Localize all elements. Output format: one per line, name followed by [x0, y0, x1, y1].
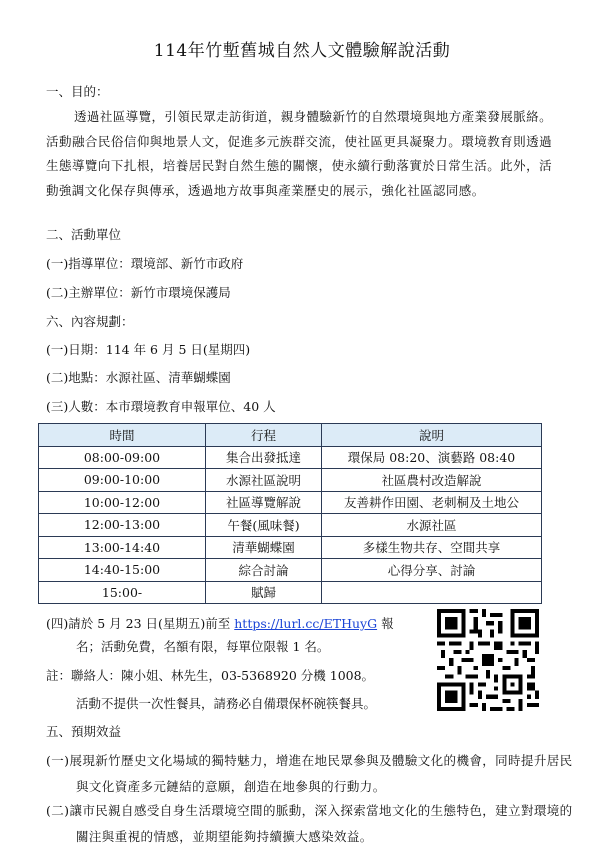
plan-people: (三)人數：本市環境教育申報單位、40 人 — [46, 399, 276, 414]
signup-line — [46, 614, 394, 632]
purpose-paragraph: 透過社區導覽，引領民眾走訪街道，親身體驗新竹的自然環境與地方產業發展脈絡。活動融合民俗信仰與地景人文，促進多元族群交流，使社區更具凝聚力。環境教育則透過生態導覽向下扎根，培養居民對自然生態的關懷，使永續行動落實於日常生活。此外，活動強調文化保存與傳承，透過地方故事與產業歷史的展示，強化社區認同感。 — [46, 109, 552, 198]
cell-description — [322, 581, 542, 604]
cell-time: 10:00-12:00 — [39, 491, 206, 514]
header-description: 說明 — [322, 424, 542, 447]
cell-description: 多樣生物共存、空間共享 — [322, 536, 542, 559]
table-row — [39, 536, 542, 559]
cell-description: 水源社區 — [322, 514, 542, 537]
signup-line-2: 名；活動免費，名額有限，每單位限報 1 名。 — [76, 639, 330, 654]
cell-itinerary: 水源社區說明 — [206, 469, 322, 492]
table-row — [39, 559, 542, 582]
table-row — [39, 446, 542, 469]
schedule-header-row — [39, 424, 542, 447]
tableware-note: 活動不提供一次性餐具，請務必自備環保杯碗筷餐具。 — [76, 696, 377, 711]
benefit-item-2: (二)讓市民親自感受自身生活環境空間的脈動，深入探索當地文化的生態特色，建立對環境的關注與重視的情感，並期望能夠持續擴大感染效益。 — [46, 803, 573, 844]
cell-itinerary: 社區導覽解說 — [206, 491, 322, 514]
cell-itinerary: 清華蝴蝶園 — [206, 536, 322, 559]
cell-itinerary: 集合出發抵達 — [206, 446, 322, 469]
signup-suffix: 報 — [381, 616, 394, 631]
cell-time: 12:00-13:00 — [39, 514, 206, 537]
cell-description: 環保局 08:20、演藝路 08:40 — [322, 446, 542, 469]
table-row — [39, 514, 542, 537]
benefits-heading: 五、預期效益 — [46, 724, 122, 739]
qr-code-icon — [437, 609, 539, 711]
table-row — [39, 469, 542, 492]
cell-itinerary: 賦歸 — [206, 581, 322, 604]
cell-description: 社區農村改造解說 — [322, 469, 542, 492]
signup-link[interactable]: https://lurl.cc/ETHuyG — [234, 616, 378, 631]
benefit-item-1: (一)展現新竹歷史文化場域的獨特魅力，增進在地民眾參與及體驗文化的機會，同時提升居民與文化資產多元鏈結的意願，創造在地參與的行動力。 — [46, 753, 573, 794]
cell-description: 友善耕作田園、老刺桐及土地公 — [322, 491, 542, 514]
cell-itinerary: 午餐(風味餐) — [206, 514, 322, 537]
plan-place: (二)地點：水源社區、清華蝴蝶園 — [46, 370, 231, 385]
schedule-table — [38, 423, 542, 604]
table-row — [39, 581, 542, 604]
signup-prefix: (四)請於 5 月 23 日(星期五)前至 — [46, 616, 231, 631]
cell-time: 15:00- — [39, 581, 206, 604]
guide-unit: (一)指導單位：環境部、新竹市政府 — [46, 256, 244, 271]
cell-time: 08:00-09:00 — [39, 446, 206, 469]
units-heading: 二、活動單位 — [46, 227, 122, 242]
cell-time: 09:00-10:00 — [39, 469, 206, 492]
cell-time: 13:00-14:40 — [39, 536, 206, 559]
header-time: 時間 — [39, 424, 206, 447]
plan-heading: 六、內容規劃： — [46, 314, 134, 329]
host-unit: (二)主辦單位：新竹市環境保護局 — [46, 285, 231, 300]
cell-description: 心得分享、討論 — [322, 559, 542, 582]
header-itinerary: 行程 — [206, 424, 322, 447]
contact-note: 註：聯絡人：陳小姐、林先生，03-5368920 分機 1008。 — [46, 668, 375, 683]
purpose-heading: 一、目的： — [46, 84, 109, 99]
plan-date: (一)日期：114 年 6 月 5 日(星期四) — [46, 342, 251, 357]
document-title: 114年竹塹舊城自然人文體驗解說活動 — [153, 41, 451, 61]
cell-time: 14:40-15:00 — [39, 559, 206, 582]
table-row — [39, 491, 542, 514]
cell-itinerary: 綜合討論 — [206, 559, 322, 582]
